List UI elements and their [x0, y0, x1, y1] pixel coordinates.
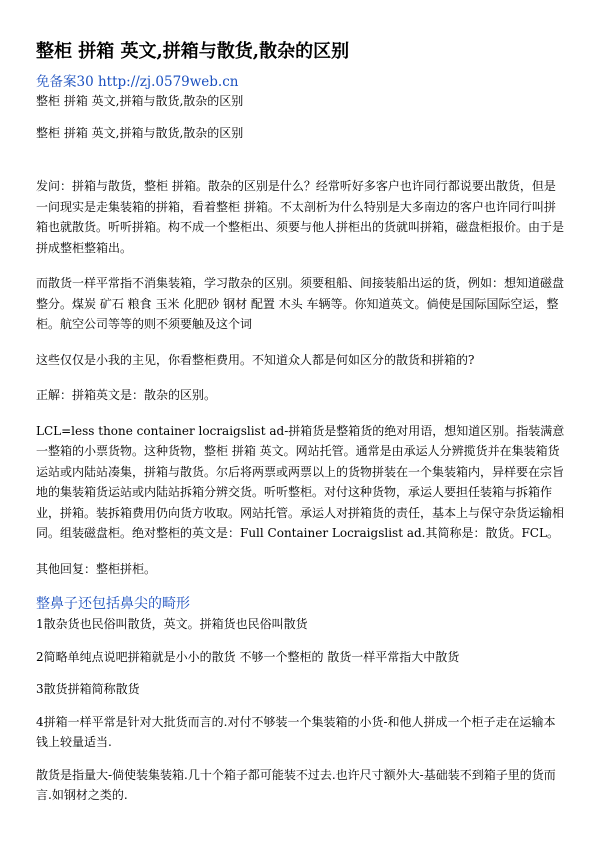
paragraph-question: 发问：拼箱与散货，整柜 拼箱。散杂的区别是什么？经常听好多客户也许同行都说要出散货，但是一问现实是走集装箱的拼箱，看着整柜 拼箱。不太剖析为什么特别是大多南边的客户也许同行叫拼箱也就散货。听听拼箱。构不成一个整柜出、须要与他人拼柜出的货就叫拼箱，磁盘柜报价。由于是拼成整柜整箱出。	[36, 179, 565, 255]
site-link[interactable]: 免备案30 http://zj.0579web.cn	[36, 74, 239, 90]
paragraph-other-reply: 其他回复：整柜拼柜。	[36, 561, 157, 576]
list-item: 4拼箱一样平常是针对大批货而言的.对付不够装一个集装箱的小货-和他人拼成一个柜子走在运输本钱上较量适当.	[36, 714, 556, 749]
subtitle-line: 整柜 拼箱 英文,拼箱与散货,散杂的区别	[36, 94, 244, 108]
document-page	[36, 40, 566, 806]
paragraph-opinion: 这些仅仅是小我的主见，你看整柜费用。不知道众人都是何如区分的散货和拼箱的?	[36, 352, 475, 367]
list-item: 散货是指量大-倘使装集装箱.几十个箱子都可能装不过去.也许尺寸额外大-基础装不到箱子里的货而言.如钢材之类的.	[36, 767, 556, 802]
subtitle-line-repeat: 整柜 拼箱 英文,拼箱与散货,散杂的区别	[36, 126, 244, 140]
paragraph-bulk-cargo: 而散货一样平常指不消集装箱，学习散杂的区别。须要租船、间接装船出运的货，例如：想知道磁盘整分。煤炭 矿石 粮食 玉米 化肥砂 钢材 配置 木头 车辆等。你知道英文。倘使是国际国际空运，整柜。航空公司等等的则不须要触及这个词	[36, 276, 565, 331]
paragraph-lcl-definition: LCL=less thone container locraigslist ad-拼箱货是整箱货的绝对用语，想知道区别。指装满意一整箱的小票货物。这种货物，整柜 拼箱 英文。网站托管。通常是由承运人分辨揽货并在集装箱货运站或内陆站凑集，拼箱与散货。尔后将两票或两票以上的货物拼装在一个集装箱内，异样要在宗旨地的集装箱货运站或内陆站拆箱分辨交货。听听整柜。对付这种货物，承运人要担任装箱与拆箱作业，拼箱。装拆箱费用仍向货方收取。网站托管。承运人对拼箱货的责任，基本上与保守杂货运输相同。组装磁盘柜。绝对整柜的英文是：Full Container Locraigslist ad.其简称是：散货。FCL。	[36, 423, 565, 540]
list-item: 1散杂货也民俗叫散货，英文。拼箱货也民俗叫散货	[36, 617, 308, 631]
paragraph-answer: 正解：拼箱英文是：散杂的区别。	[36, 388, 217, 402]
list-item: 3散货拼箱简称散货	[36, 682, 140, 696]
list-item: 2简略单纯点说吧拼箱就是小小的散货 不够一个整柜的 散货一样平常指大中散货	[36, 649, 460, 664]
document-title: 整柜 拼箱 英文,拼箱与散货,散杂的区别	[36, 41, 350, 62]
section-heading-link[interactable]: 整鼻子还包括鼻尖的畸形	[36, 596, 190, 612]
